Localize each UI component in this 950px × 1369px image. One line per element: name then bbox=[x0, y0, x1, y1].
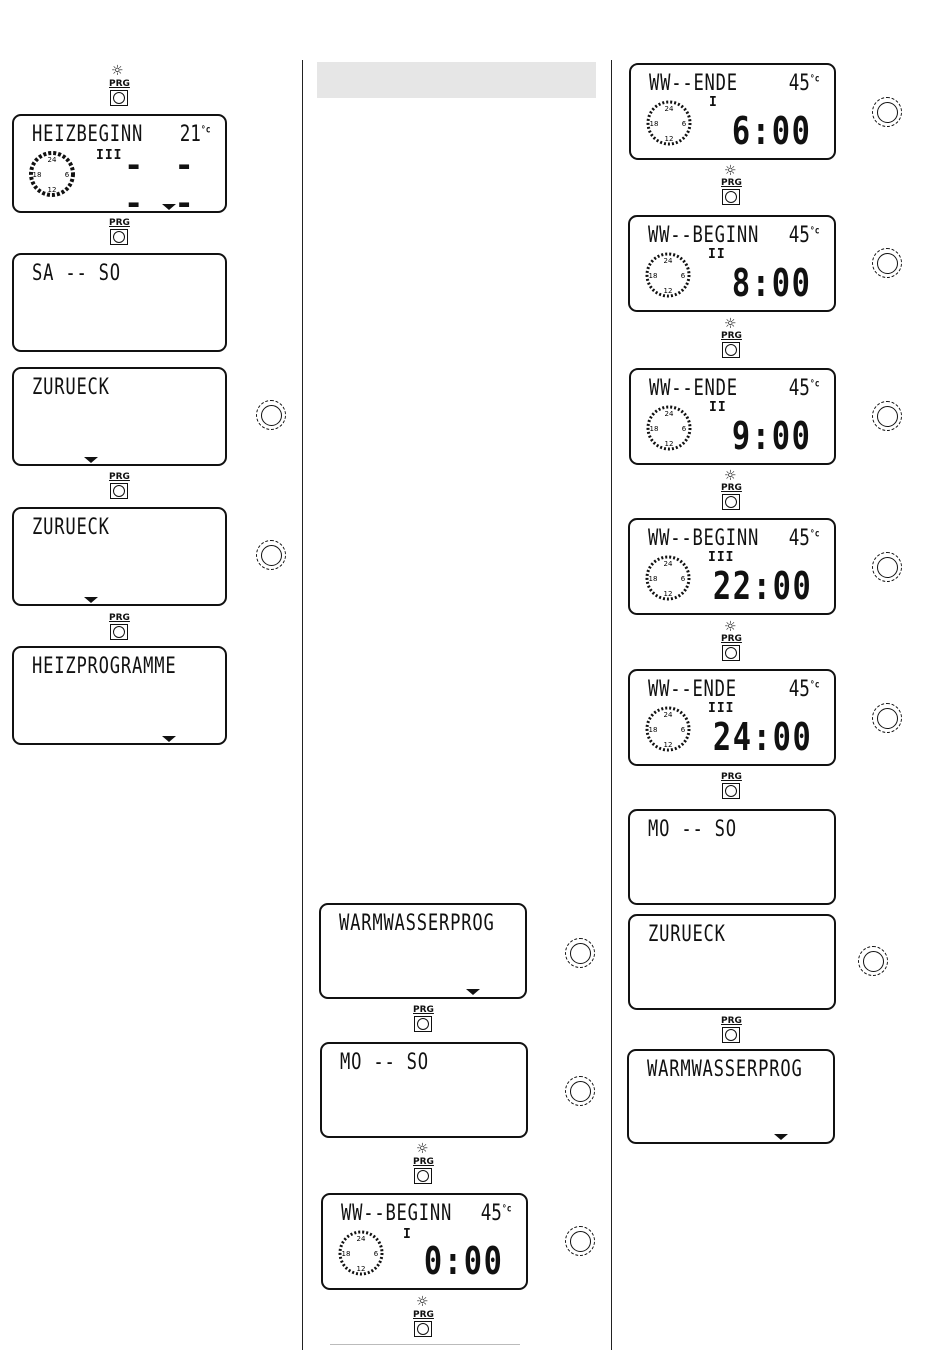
prg-label: PRG bbox=[413, 1005, 434, 1015]
lcd-temperature: $45^{^\circ c}$ bbox=[789, 376, 820, 401]
svg-text:24: 24 bbox=[47, 156, 57, 164]
sun-icon: ☼ bbox=[724, 619, 737, 635]
lcd-screen-heizbeginn bbox=[12, 114, 227, 222]
down-arrow-icon bbox=[84, 597, 98, 603]
svg-text:12: 12 bbox=[47, 186, 57, 194]
lcd-text: SA -- SO bbox=[32, 261, 121, 286]
down-arrow-icon bbox=[84, 457, 98, 463]
svg-text:12: 12 bbox=[356, 1265, 366, 1273]
prg-button[interactable] bbox=[109, 80, 129, 106]
lcd-temperature: $45^{^\circ c}$ bbox=[481, 1201, 512, 1226]
lcd-screen-zurueck bbox=[12, 367, 227, 466]
clock-dial-icon bbox=[645, 404, 693, 452]
lcd-text: HEIZPROGRAMME bbox=[32, 654, 177, 679]
lcd-period-bars: I bbox=[403, 1227, 412, 1242]
svg-text:12: 12 bbox=[663, 287, 673, 295]
prg-label: PRG bbox=[721, 331, 742, 341]
lcd-time-dashes: - - - - bbox=[124, 146, 200, 222]
prg-button[interactable] bbox=[721, 773, 741, 799]
lcd-text: WW--ENDE bbox=[649, 376, 738, 401]
prg-button-icon bbox=[722, 342, 740, 358]
lcd-period-bars: III bbox=[708, 701, 735, 716]
lcd-screen-ww-beginn bbox=[321, 1193, 528, 1290]
lcd-temperature: $45^{^\circ c}$ bbox=[789, 526, 820, 551]
lcd-text: ZURUECK bbox=[32, 515, 110, 540]
sun-icon: ☼ bbox=[416, 1294, 429, 1310]
lcd-text: WARMWASSERPROG bbox=[339, 911, 495, 936]
down-arrow-icon bbox=[162, 736, 176, 742]
lcd-text: ZURUECK bbox=[32, 375, 110, 400]
footer-rule bbox=[330, 1344, 520, 1345]
rotary-knob-icon[interactable] bbox=[872, 97, 902, 127]
lcd-temperature: $45^{^\circ c}$ bbox=[789, 677, 820, 702]
lcd-screen-sa-so bbox=[12, 253, 227, 352]
lcd-temperature: $21^{^\circ c}$ bbox=[180, 122, 211, 147]
lcd-screen-zurueck bbox=[628, 914, 836, 1010]
rotary-knob-icon[interactable] bbox=[565, 1076, 595, 1106]
prg-label: PRG bbox=[109, 79, 130, 89]
prg-label: PRG bbox=[721, 1016, 742, 1026]
prg-label: PRG bbox=[721, 772, 742, 782]
svg-text:24: 24 bbox=[663, 257, 673, 265]
svg-text:24: 24 bbox=[664, 105, 674, 113]
svg-text:18: 18 bbox=[649, 425, 659, 433]
prg-button-icon bbox=[110, 229, 128, 245]
prg-button[interactable] bbox=[721, 1017, 741, 1043]
prg-button[interactable] bbox=[109, 219, 129, 245]
svg-text:18: 18 bbox=[648, 575, 658, 583]
lcd-text: HEIZBEGINN bbox=[32, 122, 144, 147]
svg-text:24: 24 bbox=[356, 1235, 366, 1243]
prg-button[interactable] bbox=[109, 614, 129, 640]
prg-button-icon bbox=[110, 624, 128, 640]
lcd-screen-zurueck bbox=[12, 507, 227, 606]
svg-text:18: 18 bbox=[649, 120, 659, 128]
lcd-screen-warmwasserprog bbox=[627, 1049, 835, 1144]
rotary-knob-icon[interactable] bbox=[256, 540, 286, 570]
prg-label: PRG bbox=[109, 613, 130, 623]
svg-text:18: 18 bbox=[32, 171, 42, 179]
down-arrow-icon bbox=[162, 204, 176, 210]
lcd-screen-ww-ende bbox=[629, 368, 836, 465]
clock-dial-icon bbox=[644, 251, 692, 299]
prg-button-icon bbox=[722, 1027, 740, 1043]
prg-button-icon bbox=[722, 783, 740, 799]
lcd-screen-ww-beginn bbox=[628, 215, 836, 312]
lcd-text: MO -- SO bbox=[648, 817, 737, 842]
rotary-knob-icon[interactable] bbox=[872, 703, 902, 733]
rotary-knob-icon[interactable] bbox=[872, 552, 902, 582]
lcd-text: WW--BEGINN bbox=[648, 223, 760, 248]
svg-text:6: 6 bbox=[680, 272, 686, 280]
rotary-knob-icon[interactable] bbox=[256, 400, 286, 430]
lcd-screen-mo-so bbox=[320, 1042, 528, 1138]
prg-label: PRG bbox=[413, 1310, 434, 1320]
rotary-knob-icon[interactable] bbox=[565, 938, 595, 968]
lcd-time: 9:00 bbox=[732, 414, 812, 458]
prg-label: PRG bbox=[109, 218, 130, 228]
prg-label: PRG bbox=[721, 178, 742, 188]
prg-label: PRG bbox=[721, 483, 742, 493]
lcd-screen-heizprogramme bbox=[12, 646, 227, 745]
prg-button-icon bbox=[722, 645, 740, 661]
prg-button-icon bbox=[414, 1168, 432, 1184]
svg-text:6: 6 bbox=[680, 726, 686, 734]
lcd-text: ZURUECK bbox=[648, 922, 726, 947]
down-arrow-icon bbox=[774, 1134, 788, 1140]
clock-dial-icon bbox=[28, 150, 76, 198]
rotary-knob-icon[interactable] bbox=[858, 946, 888, 976]
prg-button[interactable] bbox=[721, 635, 741, 661]
section-header-bar bbox=[317, 62, 596, 98]
lcd-period-bars: I bbox=[709, 95, 718, 110]
prg-button-icon bbox=[722, 494, 740, 510]
lcd-screen-mo-so bbox=[628, 809, 836, 905]
prg-button[interactable] bbox=[721, 484, 741, 510]
svg-text:24: 24 bbox=[663, 560, 673, 568]
prg-button-icon bbox=[722, 189, 740, 205]
svg-text:6: 6 bbox=[680, 575, 686, 583]
svg-text:18: 18 bbox=[648, 272, 658, 280]
lcd-time: 6:00 bbox=[732, 109, 812, 153]
prg-button[interactable] bbox=[413, 1006, 433, 1032]
svg-text:12: 12 bbox=[663, 590, 673, 598]
column-divider-left bbox=[302, 60, 303, 1350]
sun-icon: ☼ bbox=[416, 1141, 429, 1157]
svg-text:6: 6 bbox=[64, 171, 70, 179]
lcd-time: 8:00 bbox=[732, 261, 812, 305]
lcd-screen-ww-beginn bbox=[628, 518, 836, 615]
prg-button-icon bbox=[110, 483, 128, 499]
lcd-period-bars: III bbox=[96, 148, 123, 163]
lcd-text: MO -- SO bbox=[340, 1050, 429, 1075]
svg-text:6: 6 bbox=[681, 120, 687, 128]
lcd-period-bars: III bbox=[708, 550, 735, 565]
lcd-time: 24:00 bbox=[712, 715, 812, 759]
down-arrow-icon bbox=[466, 989, 480, 995]
svg-text:18: 18 bbox=[648, 726, 658, 734]
svg-text:6: 6 bbox=[681, 425, 687, 433]
column-divider-right bbox=[611, 60, 612, 1350]
svg-text:12: 12 bbox=[664, 440, 674, 448]
prg-button[interactable] bbox=[109, 473, 129, 499]
sun-icon: ☼ bbox=[111, 63, 124, 79]
prg-button-icon bbox=[414, 1016, 432, 1032]
lcd-text: WW--BEGINN bbox=[341, 1201, 453, 1226]
prg-button[interactable] bbox=[413, 1311, 433, 1337]
svg-text:24: 24 bbox=[663, 711, 673, 719]
lcd-screen-warmwasserprog bbox=[319, 903, 527, 999]
lcd-text: WW--BEGINN bbox=[648, 526, 760, 551]
prg-label: PRG bbox=[413, 1157, 434, 1167]
clock-dial-icon bbox=[644, 554, 692, 602]
lcd-period-bars: II bbox=[709, 400, 727, 415]
rotary-knob-icon[interactable] bbox=[872, 401, 902, 431]
lcd-screen-ww-ende bbox=[629, 63, 836, 160]
prg-button[interactable] bbox=[721, 332, 741, 358]
prg-button[interactable] bbox=[413, 1158, 433, 1184]
lcd-time: 22:00 bbox=[712, 564, 812, 608]
lcd-text: WARMWASSERPROG bbox=[647, 1057, 803, 1082]
lcd-time: 0:00 bbox=[424, 1239, 504, 1283]
rotary-knob-icon[interactable] bbox=[565, 1226, 595, 1256]
rotary-knob-icon[interactable] bbox=[872, 248, 902, 278]
prg-button[interactable] bbox=[721, 179, 741, 205]
prg-label: PRG bbox=[109, 472, 130, 482]
svg-text:6: 6 bbox=[373, 1250, 379, 1258]
sun-icon: ☼ bbox=[724, 468, 737, 484]
clock-dial-icon bbox=[644, 705, 692, 753]
lcd-screen-ww-ende bbox=[628, 669, 836, 766]
prg-button-icon bbox=[414, 1321, 432, 1337]
svg-text:12: 12 bbox=[663, 741, 673, 749]
sun-icon: ☼ bbox=[724, 316, 737, 332]
svg-text:18: 18 bbox=[341, 1250, 351, 1258]
prg-button-icon bbox=[110, 90, 128, 106]
clock-dial-icon bbox=[645, 99, 693, 147]
prg-label: PRG bbox=[721, 634, 742, 644]
svg-text:24: 24 bbox=[664, 410, 674, 418]
lcd-temperature: $45^{^\circ c}$ bbox=[789, 71, 820, 96]
clock-dial-icon bbox=[337, 1229, 385, 1277]
lcd-period-bars: II bbox=[708, 247, 726, 262]
sun-icon: ☼ bbox=[724, 163, 737, 179]
lcd-temperature: $45^{^\circ c}$ bbox=[789, 223, 820, 248]
lcd-text: WW--ENDE bbox=[648, 677, 737, 702]
lcd-text: WW--ENDE bbox=[649, 71, 738, 96]
svg-text:12: 12 bbox=[664, 135, 674, 143]
